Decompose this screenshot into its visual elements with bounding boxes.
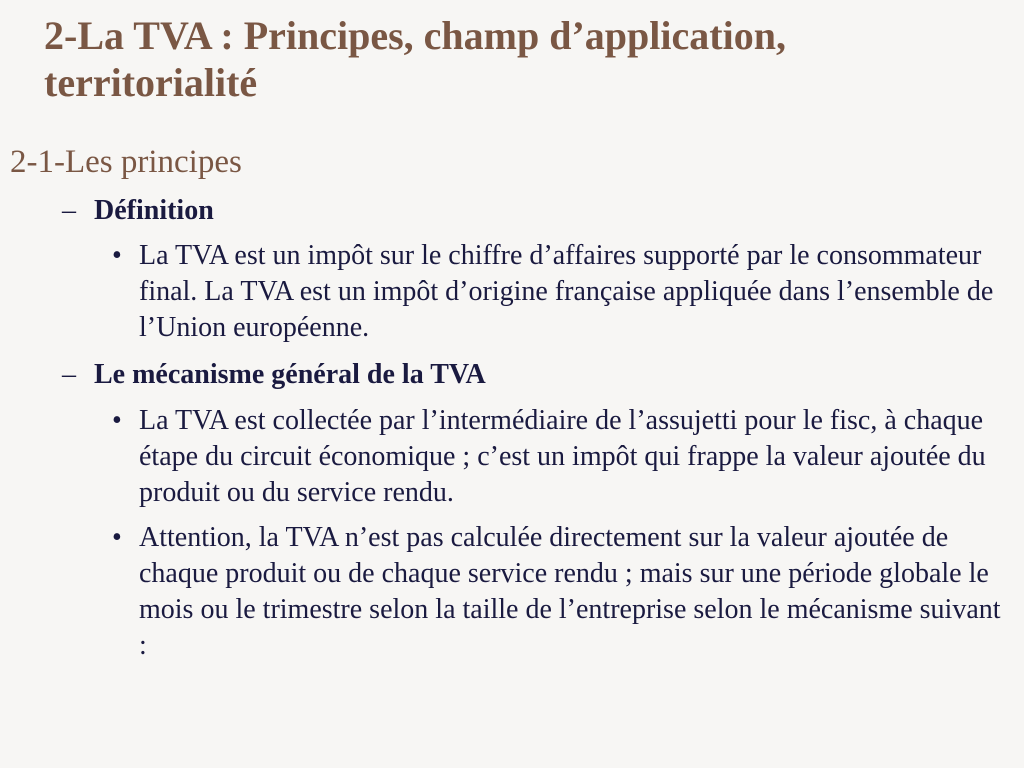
bullet-item [112,403,1012,511]
slide-title: 2-La TVA : Principes, champ d’application, territorialité [44,13,786,105]
dash-marker: – [62,195,76,226]
section-heading: 2-1-Les principes [10,144,242,180]
bullet-text: La TVA est collectée par l’intermédiaire de l’assujetti pour le fisc, à chaque étape du circuit économique ; c’est un impôt qui frappe la valeur ajoutée du produit ou du service rendu. [139,405,986,508]
bullet-marker: • [112,240,122,271]
bullet-marker: • [112,522,122,553]
subsection-mecanisme [62,358,486,392]
bullet-marker: • [112,405,122,436]
bullet-item [112,520,1012,664]
subsection-heading: Le mécanisme général de la TVA [94,359,486,390]
subsection-heading: Définition [94,195,214,226]
bullet-text: Attention, la TVA n’est pas calculée directement sur la valeur ajoutée de chaque produit ou de chaque service rendu ; mais sur une période globale le mois ou le trimestre selon la taille de l’entreprise selon le mécanisme suivant : [139,522,1001,661]
subsection-definition [62,194,214,228]
dash-marker: – [62,359,76,390]
bullet-text: La TVA est un impôt sur le chiffre d’affaires supporté par le consommateur final. La TVA est un impôt d’origine française appliquée dans l’ensemble de l’Union européenne. [139,240,994,343]
bullet-item [112,238,1012,346]
